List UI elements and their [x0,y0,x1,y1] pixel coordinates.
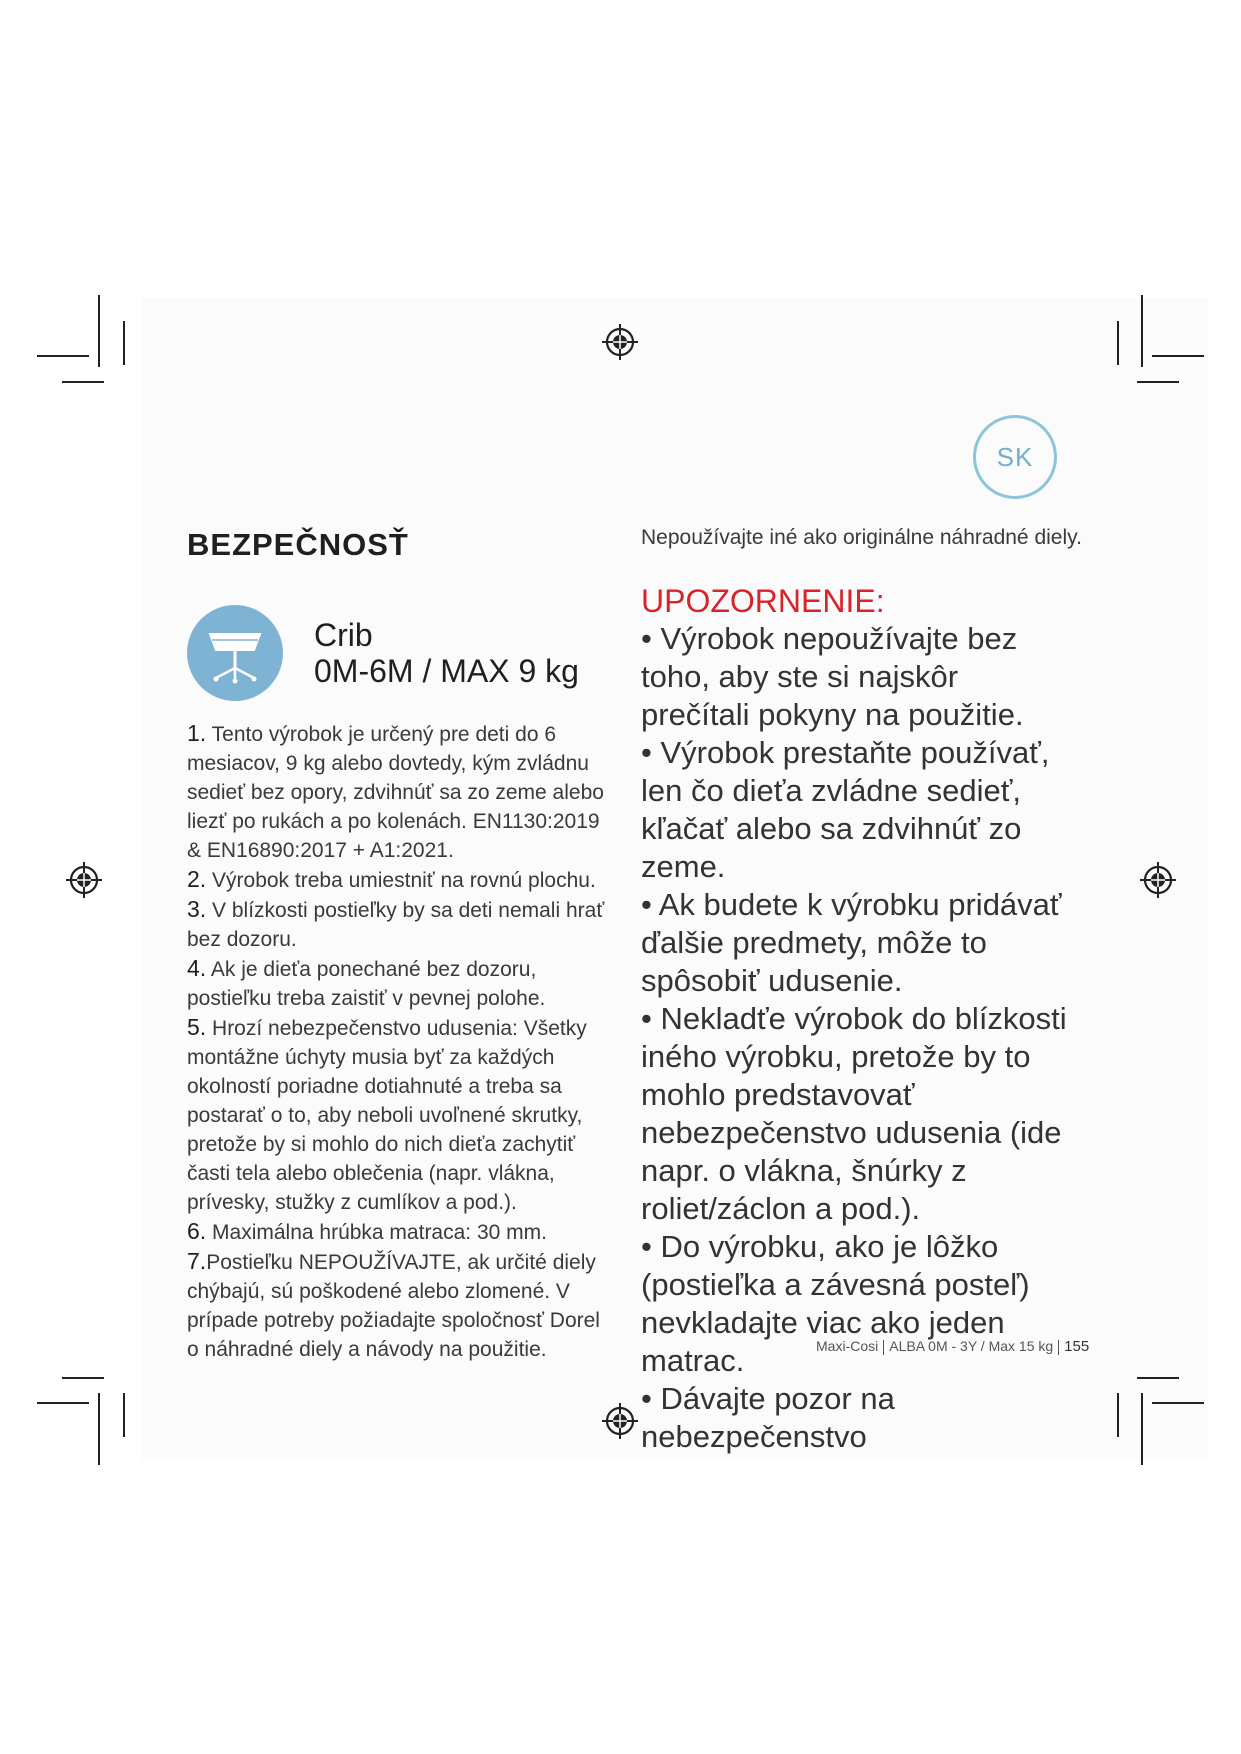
product-header [187,605,617,701]
crop-mark [98,1393,100,1465]
safety-list [187,719,617,1364]
list-item [187,1247,617,1364]
item-number: 2. [187,866,207,892]
list-item [187,1217,617,1247]
footer-model: ALBA 0M - 3Y / Max 15 kg [889,1338,1054,1354]
crib-icon [187,605,283,701]
item-text: Ak je dieťa ponechané bez dozoru, postieľku treba zaistiť v pevnej polohe. [187,958,546,1010]
product-text [314,617,579,689]
registration-mark-icon [1139,861,1177,899]
crop-mark [123,1393,125,1437]
warning-item: • Dávajte pozor na nebezpečenstvo [641,1381,895,1454]
crop-mark [1117,321,1119,365]
list-item [187,719,617,865]
item-number: 5. [187,1014,207,1040]
registration-mark-icon [601,323,639,361]
crop-mark [37,1402,89,1404]
item-text: Postieľku NEPOUŽÍVAJTE, ak určité diely chýbajú, sú poškodené alebo zlomené. V prípade potreby požiadajte spoločnosť Dorel o náhradné diely a návody na použitie. [187,1251,600,1361]
left-column [187,525,617,1364]
product-range: 0M-6M / MAX 9 kg [314,653,579,689]
registration-mark-icon [65,861,103,899]
list-item [187,954,617,1013]
page-number: 155 [1064,1338,1090,1355]
crop-mark [123,321,125,365]
warning-title: UPOZORNENIE: [641,583,885,619]
registration-mark-icon [601,1402,639,1440]
crop-mark [62,381,104,383]
language-badge: SK [973,415,1057,499]
list-item [187,895,617,954]
page-footer [816,1338,1089,1355]
crop-mark [1141,295,1143,367]
crop-mark [1152,355,1204,357]
warning-item: • Výrobok nepoužívajte bez toho, aby ste si najskôr prečítali pokyny na použitie. [641,621,1024,732]
item-number: 6. [187,1218,207,1244]
item-number: 4. [187,955,207,981]
crop-mark [1137,1377,1179,1379]
crop-mark [62,1377,104,1379]
intro-text: Nepoužívajte iné ako originálne náhradné diely. [641,526,1082,549]
list-item [187,865,617,895]
footer-divider [883,1340,884,1355]
footer-brand: Maxi-Cosi [816,1338,879,1354]
item-text: Maximálna hrúbka matraca: 30 mm. [206,1221,547,1244]
item-text: Tento výrobok je určený pre deti do 6 mesiacov, 9 kg alebo dovtedy, kým zvládnu sedieť bez opory, zdvihnúť sa zo zeme alebo liezť po rukách a po kolenách. EN1130:2019 & EN16890:2017 + A1:2021. [187,723,604,862]
item-text: V blízkosti postieľky by sa deti nemali hrať bez dozoru. [187,899,605,951]
product-name: Crib [314,617,373,653]
warning-item: • Ak budete k výrobku pridávať ďalšie predmety, môže to spôsobiť udusenie. [641,887,1062,998]
crop-mark [98,295,100,367]
warning-item: • Nekladťe výrobok do blízkosti iného výrobku, pretože by to mohlo predstavovať nebezpečenstvo udusenia (ide napr. o vlákna, šnúrky z roliet/záclon a pod.). [641,1001,1067,1226]
crop-mark [1152,1402,1204,1404]
list-item [187,1013,617,1217]
crop-mark [1137,381,1179,383]
item-number: 3. [187,896,207,922]
crop-mark [37,355,89,357]
warning-item: • Výrobok prestaňte používať, len čo dieťa zvládne sedieť, kľačať alebo sa zdvihnúť zo zeme. [641,735,1050,884]
crop-mark [1117,1393,1119,1437]
item-text: Hrozí nebezpečenstvo udusenia: Všetky montážne úchyty musia byť za každých okolností poriadne dotiahnuté a treba sa postarať o to, aby neboli uvoľnené skrutky, pretože by si mohlo do nich dieťa zachytiť časti tela alebo oblečenia (napr. vlákna, prívesky, stužky z cumlíkov a pod.). [187,1017,587,1214]
footer-divider [1058,1340,1059,1355]
crop-mark [1141,1393,1143,1465]
section-title: BEZPEČNOSŤ [187,527,409,562]
warning-list [641,620,1071,1456]
warning-item: • Do výrobku, ako je lôžko (postieľka a závesná posteľ) nevkladajte viac ako jeden matrac. [641,1229,1030,1378]
item-number: 7. [187,1248,207,1274]
item-text: Výrobok treba umiestniť na rovnú plochu. [206,869,596,892]
item-number: 1. [187,720,207,746]
